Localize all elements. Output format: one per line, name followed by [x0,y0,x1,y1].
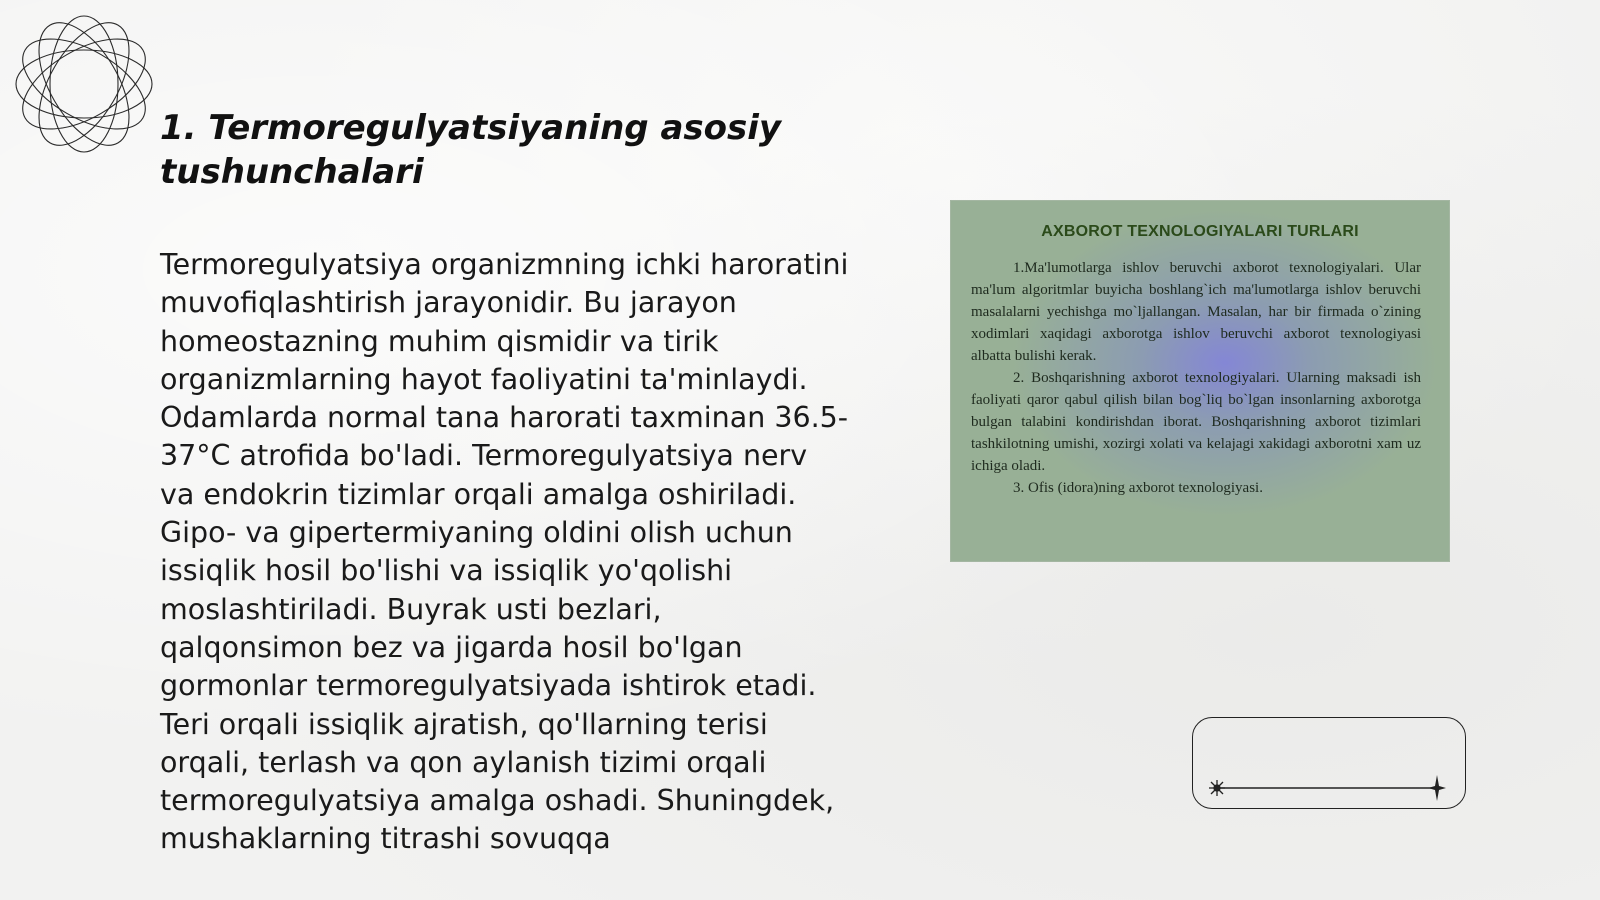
slide-body-text: Termoregulyatsiya organizmning ichki haroratini muvofiqlashtirish jarayonidir. Bu jarayon homeostazning muhim qismidir va tirik organizmlarning hayot faoliyatini ta'minlaydi. Odamlarda normal tana harorati taxminan 36.5-37°C atrofida bo'ladi. Termoregulyatsiya nerv va endokrin tizimlar orqali amalga oshiriladi. Gipo- va gipertermiyaning oldini olish uchun issiqlik hosil bo'lishi va issiqlik yo'qolishi moslashtiriladi. Buyrak usti bezlari, qalqonsimon bez va jigarda hosil bo'lgan gormonlar termoregulyatsiyada ishtirok etadi. Teri orqali issiqlik ajratish, qo'llarning terisi orqali, terlash va qon aylanish tizimi orqali termoregulyatsiya amalga oshadi. Shuningdek, mushaklarning titrashi sovuqqa [160,248,849,856]
slide-title: 1. Termoregulyatsiyaning asosiy tushunchalari [160,108,782,192]
figure-paragraph: 3. Ofis (idora)ning axborot texnologiyasi. [1013,480,1263,496]
figure-paragraph: 2. Boshqarishning axborot texnologiyalari. Ularning maksadi ish faoliyati qaror qabul qilish bilan bog`liq bo`lgan insonlarning axborotga bulgan talabini kondirishdan iborat. Boshqarishning axborot tizimlari tashkilotning umishi, xozirgi xolati va kelajagi xakidagi axborotni xam uz ichiga oladi. [971,370,1421,474]
sparkle-star-icon [1428,775,1446,801]
timeline-line [1193,718,1467,810]
figure-title: AXBOROT TEXNOLOGIYALARI TURLARI [1041,223,1359,240]
figure-paragraph: 1.Ma'lumotlarga ishlov beruvchi axborot texnologiyalari. Ular ma'lum algoritmlar buyicha boshlang`ich ma'lumotlarga ishlov beruvchi masalalarni yechishga mo`ljallangan. Masalan, har bir firmada o`zining xodimlari xaqidagi axborotga ishlov beruvchi axborot texnologiyasi albatta bulishi kerak. [971,260,1421,364]
figure-body [971,257,1421,499]
circular-rings-icon [10,10,158,158]
scanned-page-image [950,200,1450,562]
sun-burst-icon [1209,780,1225,796]
timeline-decoration [1192,717,1466,809]
